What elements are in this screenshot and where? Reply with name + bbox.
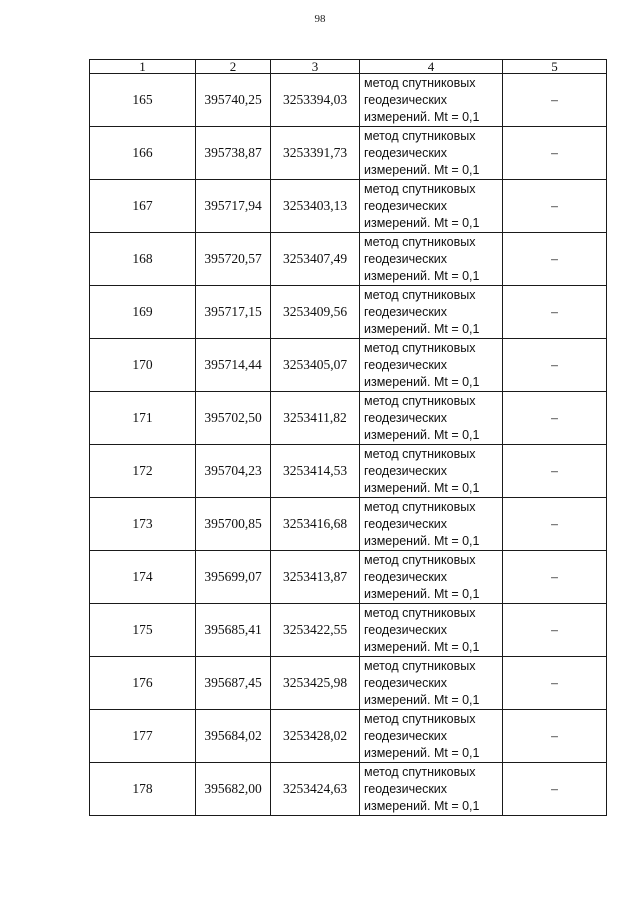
coordinate-x: 395700,85 xyxy=(196,498,271,551)
method-description-line: метод спутниковых xyxy=(364,499,476,514)
coordinate-y: 3253425,98 xyxy=(271,657,360,710)
method-description-line: измерений. Mt = 0,1 xyxy=(364,321,480,336)
table-row xyxy=(90,339,607,392)
coordinate-x: 395702,50 xyxy=(196,392,271,445)
note: – xyxy=(503,551,607,604)
method-description-line: измерений. Mt = 0,1 xyxy=(364,639,480,654)
method-description xyxy=(360,233,503,286)
method-description-line: метод спутниковых xyxy=(364,181,476,196)
coordinate-y: 3253394,03 xyxy=(271,74,360,127)
point-number: 177 xyxy=(90,710,196,763)
coordinate-x: 395685,41 xyxy=(196,604,271,657)
method-description-line: измерений. Mt = 0,1 xyxy=(364,215,480,230)
note: – xyxy=(503,180,607,233)
method-description-line: измерений. Mt = 0,1 xyxy=(364,109,480,124)
coordinate-x: 395682,00 xyxy=(196,763,271,816)
point-number: 178 xyxy=(90,763,196,816)
method-description-line: геодезических xyxy=(364,304,448,319)
table-row xyxy=(90,74,607,127)
point-number: 175 xyxy=(90,604,196,657)
method-description-line: геодезических xyxy=(364,357,448,372)
note: – xyxy=(503,233,607,286)
point-number: 174 xyxy=(90,551,196,604)
coordinate-y: 3253405,07 xyxy=(271,339,360,392)
method-description-line: геодезических xyxy=(364,675,448,690)
point-number: 176 xyxy=(90,657,196,710)
note: – xyxy=(503,498,607,551)
note: – xyxy=(503,74,607,127)
method-description-line: измерений. Mt = 0,1 xyxy=(364,480,480,495)
method-description-line: геодезических xyxy=(364,516,448,531)
point-number: 171 xyxy=(90,392,196,445)
column-header-3: 3 xyxy=(271,60,360,74)
method-description xyxy=(360,392,503,445)
coordinate-y: 3253424,63 xyxy=(271,763,360,816)
coordinate-x: 395738,87 xyxy=(196,127,271,180)
point-number: 169 xyxy=(90,286,196,339)
coordinate-x: 395687,45 xyxy=(196,657,271,710)
method-description-line: измерений. Mt = 0,1 xyxy=(364,268,480,283)
method-description-line: измерений. Mt = 0,1 xyxy=(364,162,480,177)
coordinates-table xyxy=(89,59,607,816)
table-row xyxy=(90,392,607,445)
table-row xyxy=(90,657,607,710)
method-description xyxy=(360,498,503,551)
method-description-line: метод спутниковых xyxy=(364,552,476,567)
coordinate-x: 395740,25 xyxy=(196,74,271,127)
method-description-line: геодезических xyxy=(364,463,448,478)
method-description-line: измерений. Mt = 0,1 xyxy=(364,374,480,389)
note: – xyxy=(503,710,607,763)
method-description-line: геодезических xyxy=(364,569,448,584)
method-description-line: измерений. Mt = 0,1 xyxy=(364,533,480,548)
table-row xyxy=(90,551,607,604)
method-description xyxy=(360,74,503,127)
note: – xyxy=(503,339,607,392)
table-row xyxy=(90,710,607,763)
coordinate-x: 395699,07 xyxy=(196,551,271,604)
method-description-line: геодезических xyxy=(364,145,448,160)
method-description-line: геодезических xyxy=(364,781,448,796)
column-header-5: 5 xyxy=(503,60,607,74)
note: – xyxy=(503,763,607,816)
method-description-line: измерений. Mt = 0,1 xyxy=(364,798,480,813)
method-description-line: метод спутниковых xyxy=(364,446,476,461)
method-description-line: метод спутниковых xyxy=(364,658,476,673)
coordinate-y: 3253411,82 xyxy=(271,392,360,445)
point-number: 173 xyxy=(90,498,196,551)
method-description-line: измерений. Mt = 0,1 xyxy=(364,745,480,760)
method-description-line: метод спутниковых xyxy=(364,764,476,779)
method-description xyxy=(360,127,503,180)
coordinate-y: 3253422,55 xyxy=(271,604,360,657)
table-row xyxy=(90,233,607,286)
table-body xyxy=(90,74,607,816)
coordinate-x: 395717,94 xyxy=(196,180,271,233)
note: – xyxy=(503,604,607,657)
method-description xyxy=(360,763,503,816)
note: – xyxy=(503,657,607,710)
coordinate-x: 395717,15 xyxy=(196,286,271,339)
method-description-line: метод спутниковых xyxy=(364,287,476,302)
table-row xyxy=(90,127,607,180)
coordinate-y: 3253409,56 xyxy=(271,286,360,339)
table-row xyxy=(90,604,607,657)
method-description-line: геодезических xyxy=(364,622,448,637)
method-description-line: измерений. Mt = 0,1 xyxy=(364,692,480,707)
page-number: 98 xyxy=(314,13,326,25)
coordinate-y: 3253403,13 xyxy=(271,180,360,233)
method-description-line: геодезических xyxy=(364,728,448,743)
method-description xyxy=(360,604,503,657)
point-number: 166 xyxy=(90,127,196,180)
method-description-line: измерений. Mt = 0,1 xyxy=(364,586,480,601)
coordinate-x: 395704,23 xyxy=(196,445,271,498)
method-description-line: метод спутниковых xyxy=(364,711,476,726)
note: – xyxy=(503,392,607,445)
coordinate-y: 3253391,73 xyxy=(271,127,360,180)
table-row xyxy=(90,180,607,233)
method-description xyxy=(360,339,503,392)
method-description xyxy=(360,657,503,710)
coordinate-x: 395714,44 xyxy=(196,339,271,392)
method-description-line: геодезических xyxy=(364,410,448,425)
table-row xyxy=(90,498,607,551)
coordinate-x: 395684,02 xyxy=(196,710,271,763)
method-description xyxy=(360,445,503,498)
point-number: 165 xyxy=(90,74,196,127)
table-row xyxy=(90,763,607,816)
coordinate-y: 3253413,87 xyxy=(271,551,360,604)
method-description-line: метод спутниковых xyxy=(364,128,476,143)
method-description xyxy=(360,551,503,604)
note: – xyxy=(503,445,607,498)
table-header-row xyxy=(90,60,607,74)
note: – xyxy=(503,127,607,180)
point-number: 172 xyxy=(90,445,196,498)
method-description xyxy=(360,180,503,233)
method-description-line: измерений. Mt = 0,1 xyxy=(364,427,480,442)
column-header-1: 1 xyxy=(90,60,196,74)
point-number: 168 xyxy=(90,233,196,286)
table-row xyxy=(90,286,607,339)
method-description-line: метод спутниковых xyxy=(364,393,476,408)
table-row xyxy=(90,445,607,498)
method-description xyxy=(360,710,503,763)
coordinate-y: 3253407,49 xyxy=(271,233,360,286)
method-description xyxy=(360,286,503,339)
point-number: 170 xyxy=(90,339,196,392)
coordinate-y: 3253416,68 xyxy=(271,498,360,551)
column-header-2: 2 xyxy=(196,60,271,74)
note: – xyxy=(503,286,607,339)
method-description-line: геодезических xyxy=(364,251,448,266)
method-description-line: метод спутниковых xyxy=(364,340,476,355)
method-description-line: метод спутниковых xyxy=(364,605,476,620)
coordinate-y: 3253428,02 xyxy=(271,710,360,763)
method-description-line: геодезических xyxy=(364,92,448,107)
method-description-line: геодезических xyxy=(364,198,448,213)
column-header-4: 4 xyxy=(360,60,503,74)
method-description-line: метод спутниковых xyxy=(364,75,476,90)
method-description-line: метод спутниковых xyxy=(364,234,476,249)
coordinate-y: 3253414,53 xyxy=(271,445,360,498)
point-number: 167 xyxy=(90,180,196,233)
coordinate-x: 395720,57 xyxy=(196,233,271,286)
